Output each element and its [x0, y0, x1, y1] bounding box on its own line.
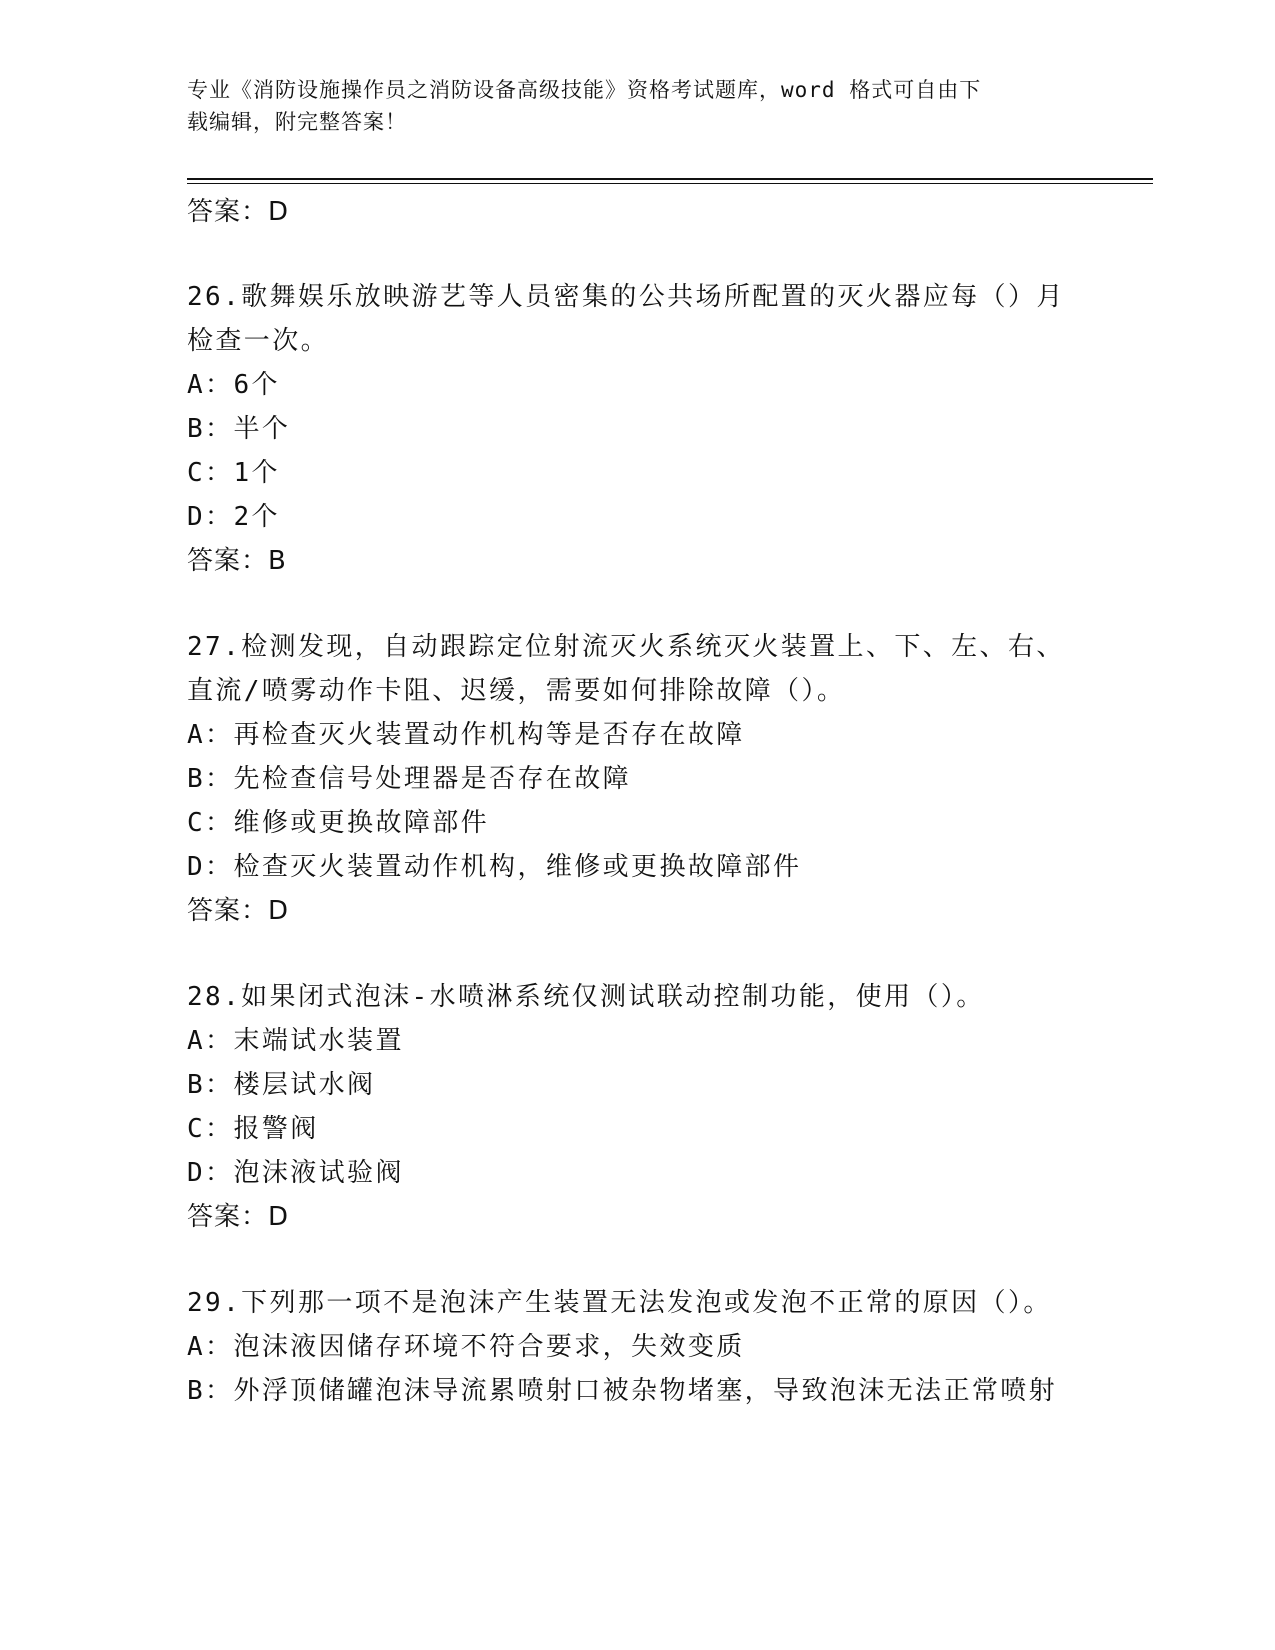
- question-28-option-c: C：报警阀: [187, 1114, 319, 1144]
- answer-28: 答案：D: [187, 1202, 290, 1232]
- question-27-option-c: C：维修或更换故障部件: [187, 808, 490, 838]
- answer-25: 答案：D: [187, 197, 290, 227]
- question-26-option-c: C：1个: [187, 458, 280, 488]
- question-28-option-b: B：楼层试水阀: [187, 1070, 376, 1100]
- question-26-stem-line-2: 检查一次。: [187, 326, 330, 356]
- answer-26: 答案：B: [187, 546, 287, 576]
- question-26-stem-line-1: 26.歌舞娱乐放映游艺等人员密集的公共场所配置的灭火器应每（）月: [187, 282, 1065, 312]
- question-29-option-b: B：外浮顶储罐泡沫导流累喷射口被杂物堵塞，导致泡沫无法正常喷射: [187, 1376, 1058, 1406]
- header-line-1: 专业《消防设施操作员之消防设备高级技能》资格考试题库，word 格式可自由下: [187, 78, 982, 102]
- answer-27: 答案：D: [187, 896, 290, 926]
- question-28-option-a: A：末端试水装置: [187, 1026, 404, 1056]
- question-27-option-d: D：检查灭火装置动作机构，维修或更换故障部件: [187, 852, 802, 882]
- question-27-option-a: A：再检查灭火装置动作机构等是否存在故障: [187, 720, 745, 750]
- question-28-stem-line-1: 28.如果闭式泡沫-水喷淋系统仅测试联动控制功能，使用（）。: [187, 982, 985, 1012]
- question-27-stem-line-2: 直流/喷雾动作卡阻、迟缓，需要如何排除故障（）。: [187, 676, 846, 706]
- header-rule-thin: [187, 183, 1153, 184]
- question-26-option-a: A：6个: [187, 370, 280, 400]
- question-26-option-b: B：半个: [187, 414, 291, 444]
- header-line-2: 载编辑，附完整答案！: [187, 110, 407, 134]
- header-rule-thick: [187, 178, 1153, 180]
- question-28-option-d: D：泡沫液试验阀: [187, 1158, 404, 1188]
- question-29-stem-line-1: 29.下列那一项不是泡沫产生装置无法发泡或发泡不正常的原因（）。: [187, 1288, 1052, 1318]
- question-27-stem-line-1: 27.检测发现，自动跟踪定位射流灭火系统灭火装置上、下、左、右、: [187, 632, 1065, 662]
- page-header: [187, 74, 1067, 138]
- question-26-option-d: D：2个: [187, 502, 280, 532]
- question-29-option-a: A：泡沫液因储存环境不符合要求，失效变质: [187, 1332, 745, 1362]
- question-27-option-b: B：先检查信号处理器是否存在故障: [187, 764, 632, 794]
